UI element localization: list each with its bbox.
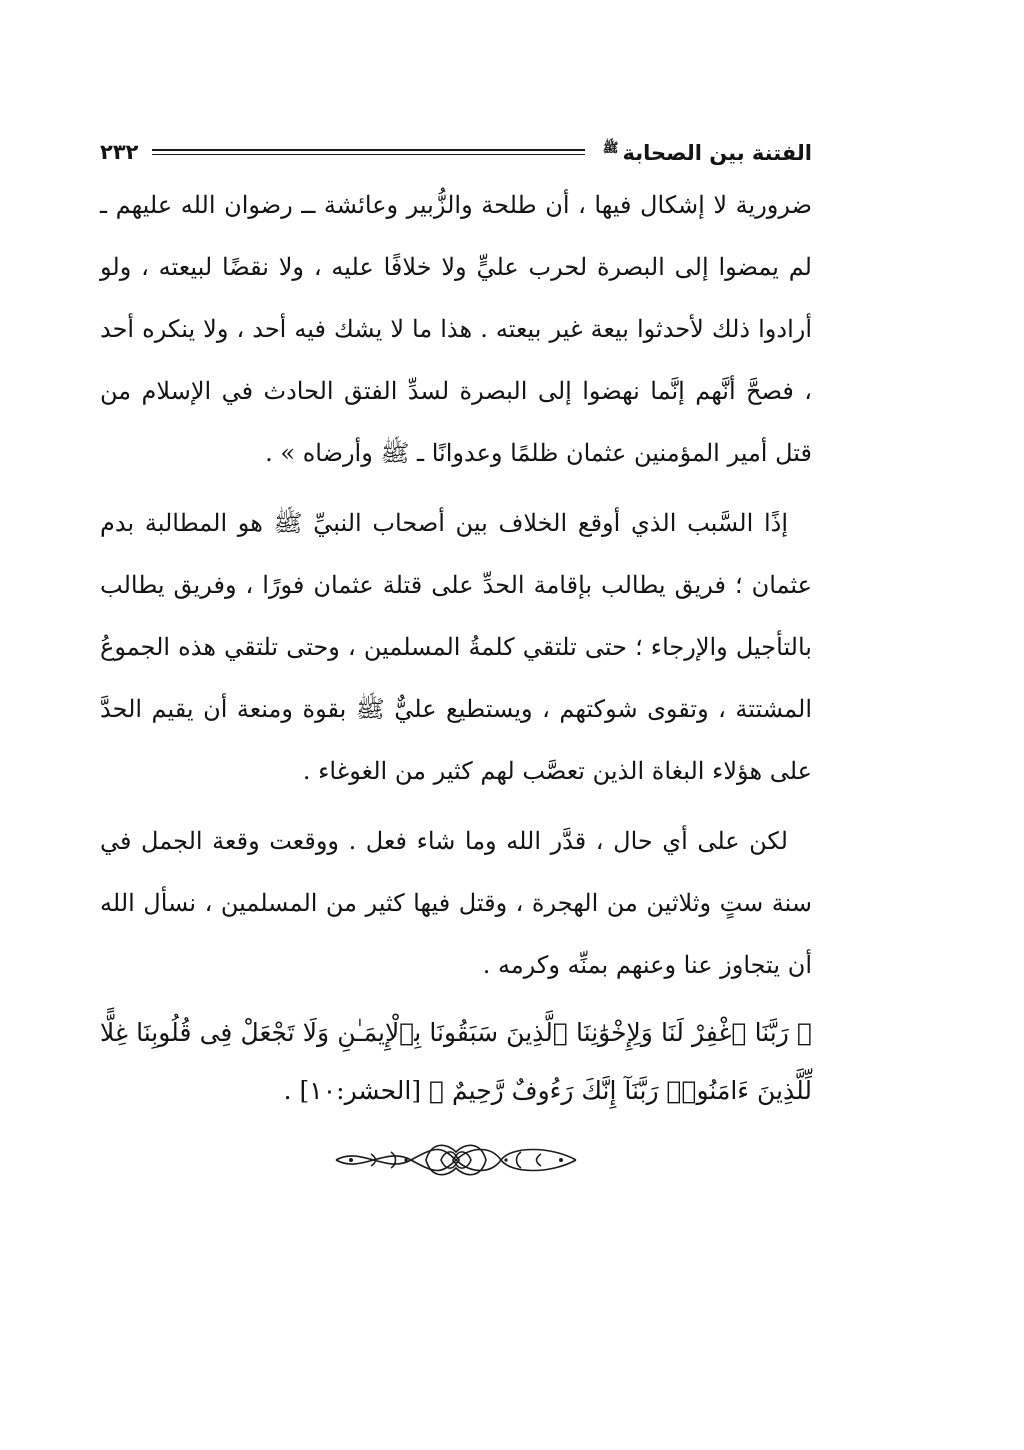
paragraph-3: لكن على أي حال ، قدَّر الله وما شاء فعل . ووقعت وقعة الجمل في سنة ستٍ وثلاثين من الهجرة ، وقتل فيها كثير من المسلمين ، نسأل الله أن يتجاوز عنا وعنهم بمنِّه وكرمه . [100,827,812,979]
page-number: ٢٣٢ [100,140,139,164]
floral-divider-ornament-icon [331,1138,581,1182]
paragraph-2: إذًا السَّبب الذي أوقع الخلاف بين أصحاب النبيِّ ﷺ هو المطالبة بدم عثمان ؛ فريق يطالب بإقامة الحدِّ على قتلة عثمان فورًا ، وفريق يطالب بالتأجيل والإرجاء ؛ حتى تلتقي كلمةُ المسلمين ، وحتى تلتقي هذه الجموعُ المشتتة ، وتقوى شوكتهم ، ويستطيع عليٌّ ﷺ بقوة ومنعة أن يقيم الحدَّ على هؤلاء البغاة الذين تعصَّب لهم كثير من الغوغاء . [100,509,812,785]
header-title [603,140,812,165]
honorific-symbol: ﷺ [602,140,619,156]
running-header [100,130,812,174]
book-page [100,130,812,1182]
quran-verse: ﴿ رَبَّنَا ٱغْفِرْ لَنَا وَلِإِخْوَٰنِنَا ٱلَّذِينَ سَبَقُونَا بِٱلْإِيمَـٰنِ وَلَا تَجْعَلْ فِى قُلُوبِنَا غِلًّا لِّلَّذِينَ ءَامَنُوا۟ رَبَّنَآ إِنَّكَ رَءُوفٌ رَّحِيمٌ ﴾ [الحشر:١٠] . [100,1018,812,1105]
header-title-text: الفتنة بين الصحابة [622,140,812,165]
paragraph-1: ضرورية لا إشكال فيها ، أن طلحة والزُّبير وعائشة ــ رضوان الله عليهم ـ لم يمضوا إلى البصرة لحرب عليٍّ ولا خلافًا عليه ، ولا نقضًا لبيعته ، ولو أرادوا ذلك لأحدثوا بيعة غير بيعته . هذا ما لا يشك فيه أحد ، ولا ينكره أحد ، فصحَّ أنَّهم إنَّما نهضوا إلى البصرة لسدِّ الفتق الحادث في الإسلام من قتل أمير المؤمنين عثمان ظلمًا وعدوانًا ـ ﷺ وأرضاه » . [100,191,812,467]
header-rule [152,149,584,155]
